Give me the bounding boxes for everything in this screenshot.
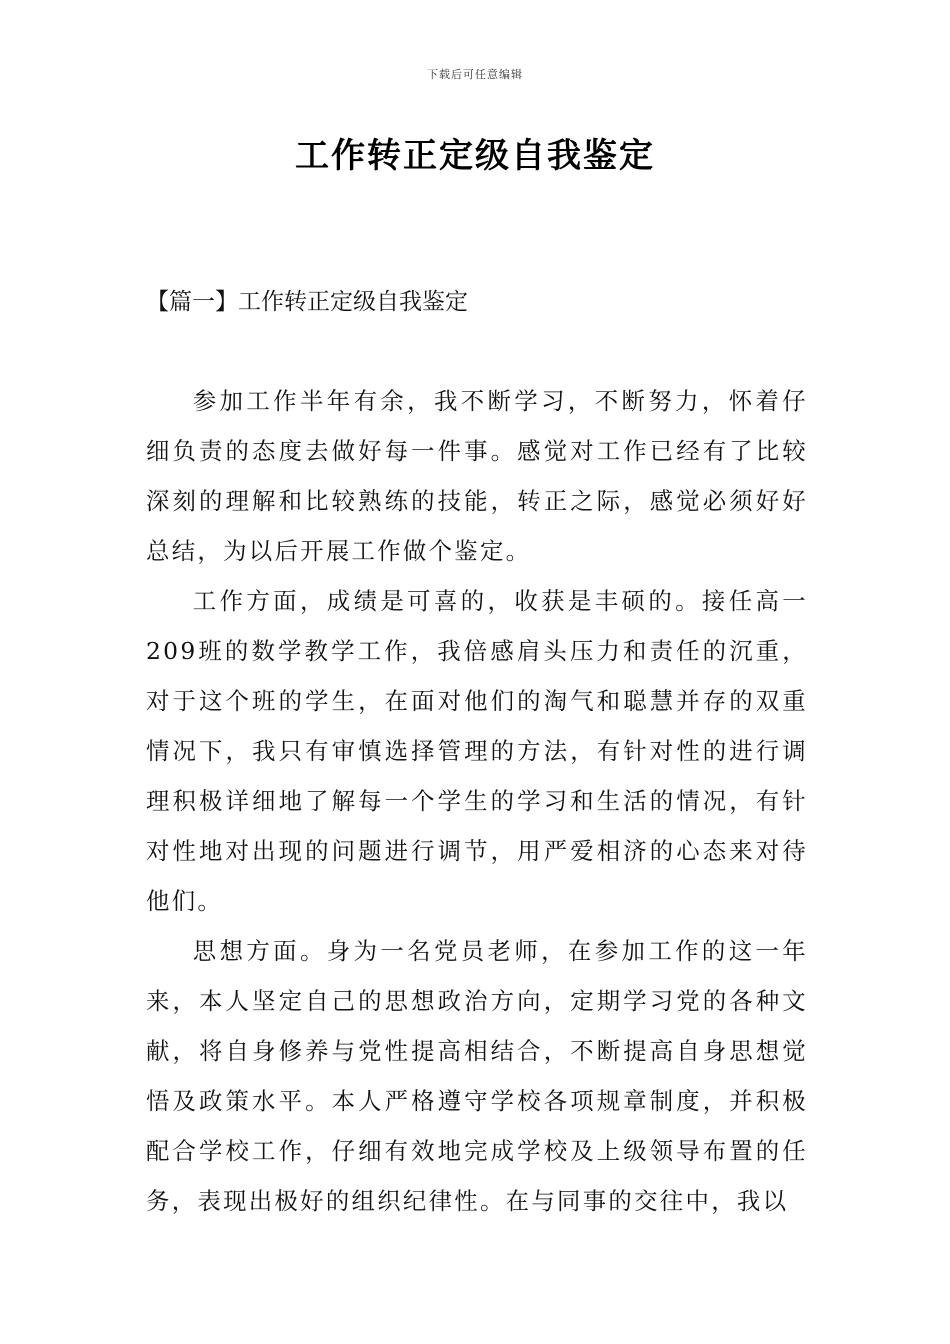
paragraph-1: 参加工作半年有余，我不断学习，不断努力，怀着仔细负责的态度去做好每一件事。感觉对工作已经有了比较深刻的理解和比较熟练的技能，转正之际，感觉必须好好总结，为以后开展工作做个鉴定。 — [146, 387, 808, 565]
section-heading: 【篇一】工作转正定级自我鉴定 — [146, 289, 468, 315]
body-text — [146, 376, 808, 1226]
header-note: 下载后可任意编辑 — [427, 68, 523, 81]
paragraph-2: 工作方面，成绩是可喜的，收获是丰硕的。接任高一209班的数学教学工作，我倍感肩头压力和责任的沉重，对于这个班的学生，在面对他们的淘气和聪慧并存的双重情况下，我只有审慎选择管理的方法，有针对性的进行调理积极详细地了解每一个学生的学习和生活的情况，有针对性地对出现的问题进行调节，用严爱相济的心态来对待他们。 — [146, 587, 808, 915]
paragraph-3: 思想方面。身为一名党员老师，在参加工作的这一年来，本人坚定自己的思想政治方向，定期学习党的各种文献，将自身修养与党性提高相结合，不断提高自身思想觉悟及政策水平。本人严格遵守学校各项规章制度，并积极配合学校工作，仔细有效地完成学校及上级领导布置的任务，表现出极好的组织纪律性。在与同事的交往中，我以 — [146, 937, 808, 1215]
document-title: 工作转正定级自我鉴定 — [295, 136, 655, 176]
